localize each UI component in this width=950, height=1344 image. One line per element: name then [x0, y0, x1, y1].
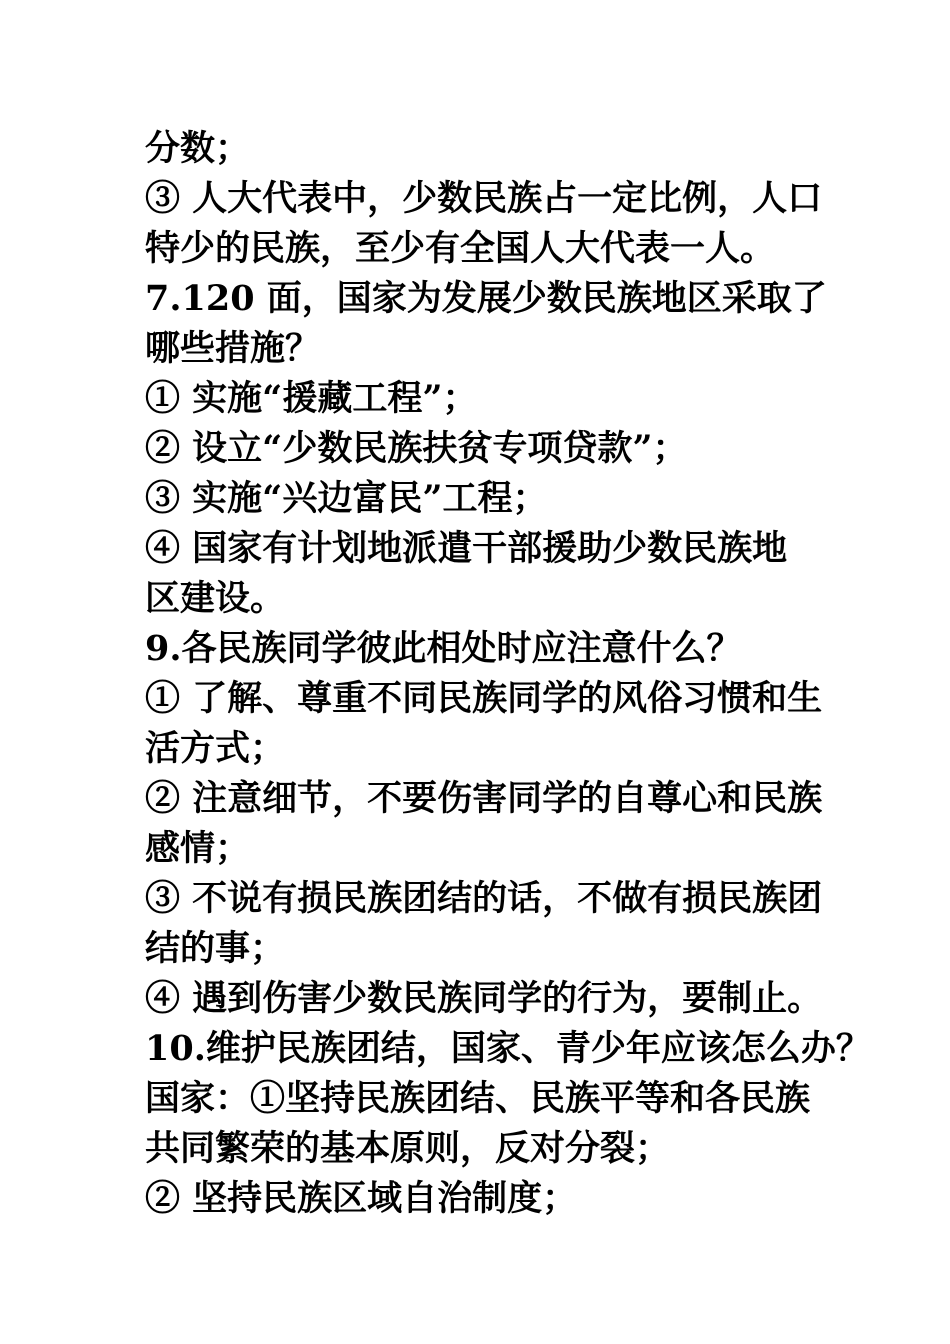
text-line: ③ 人大代表中，少数民族占一定比例，人口 [145, 178, 823, 219]
text-line: 结的事； [145, 928, 286, 969]
text-line: 活方式； [145, 728, 286, 769]
answer-item: ③ 实施“兴边富民”工程； [145, 478, 548, 519]
answer-item: ② 设立“少数民族扶贫专项贷款”； [145, 428, 688, 469]
text-line: 感情； [145, 828, 251, 869]
answer-item: ② 坚持民族区域自治制度； [145, 1178, 578, 1219]
text-line: 共同繁荣的基本原则，反对分裂； [145, 1128, 671, 1169]
answer-item: ① 了解、尊重不同民族同学的风俗习惯和生 [145, 678, 823, 719]
answer-item: ④ 国家有计划地派遣干部援助少数民族地 [145, 528, 788, 569]
text-line: 特少的民族，至少有全国人大代表一人。 [145, 228, 776, 269]
answer-item: ② 注意细节，不要伤害同学的自尊心和民族 [145, 778, 823, 819]
answer-item: ① 实施“援藏工程”； [145, 378, 478, 419]
question-heading: 10.维护民族团结，国家、青少年应该怎么办？ [145, 1028, 871, 1069]
text-line: 区建设。 [145, 578, 286, 619]
answer-item: 国家：①坚持民族团结、民族平等和各民族 [145, 1078, 811, 1119]
answer-item: ④ 遇到伤害少数民族同学的行为，要制止。 [145, 978, 823, 1019]
document-page [145, 124, 871, 1224]
answer-item: ③ 不说有损民族团结的话，不做有损民族团 [145, 878, 823, 919]
question-heading: 9.各民族同学彼此相处时应注意什么？ [145, 628, 742, 669]
text-line: 分数； [145, 128, 251, 169]
question-heading: 哪些措施？ [145, 328, 321, 369]
question-heading: 7.120 面，国家为发展少数民族地区采取了 [145, 278, 827, 319]
